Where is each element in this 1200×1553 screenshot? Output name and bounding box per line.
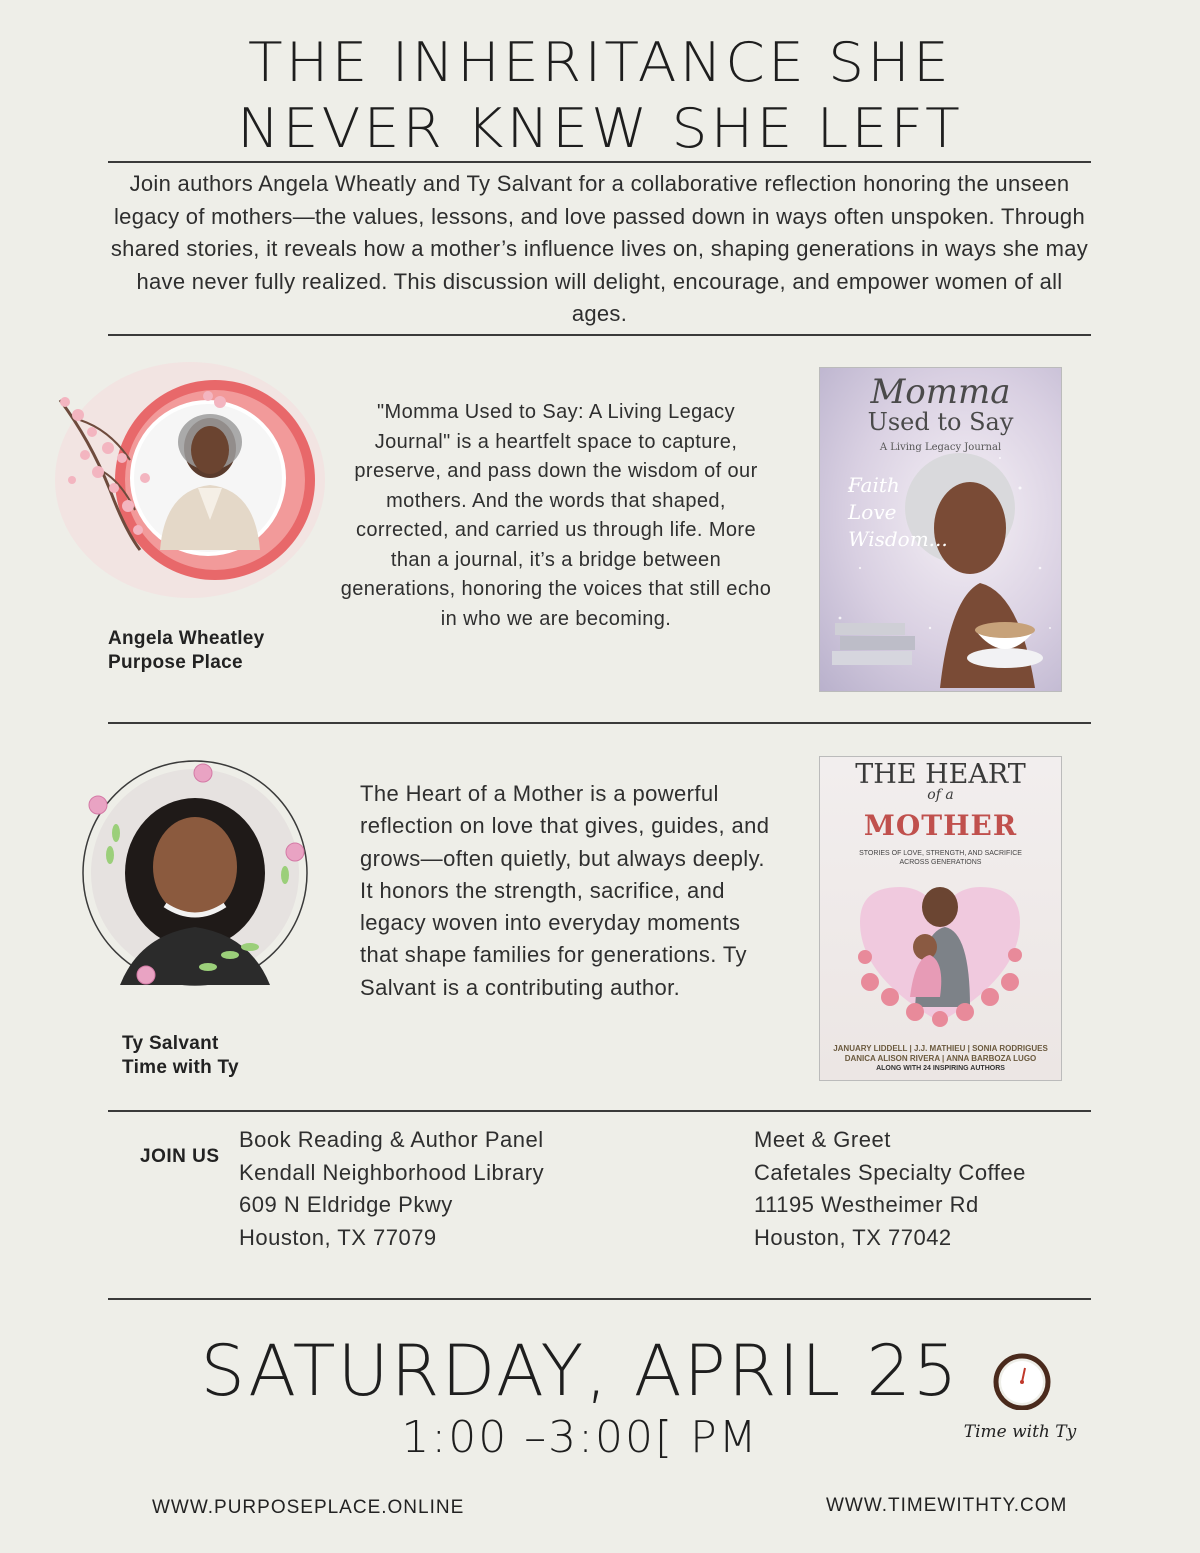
logo-text: Time with Ty (963, 1422, 1077, 1442)
book2-art (820, 757, 1061, 1080)
author2-photo-wreath (80, 755, 312, 995)
divider (108, 1298, 1091, 1300)
event-time: 1:00 –3:00[ PM (401, 1412, 759, 1463)
join-us-label: JOIN US (140, 1146, 220, 1167)
book2-authors-line1: JANUARY LIDDELL | J.J. MATHIEU | SONIA RODRIGUES (833, 1044, 1048, 1053)
venue1-street: 609 N Eldridge Pkwy (239, 1192, 453, 1217)
book2-authors-line2: DANICA ALISON RIVERA | ANNA BARBOZA LUGO (844, 1054, 1037, 1063)
venue1-city: Houston, TX 77079 (239, 1224, 437, 1250)
divider (108, 722, 1091, 724)
book2-authors-line3: ALONG WITH 24 INSPIRING AUTHORS (876, 1065, 1005, 1072)
venue2 (754, 1124, 1026, 1254)
book1-word-wisdom: Wisdom... (848, 527, 948, 551)
author2-name: Ty Salvant (122, 1033, 219, 1054)
event-title-line1: THE INHERITANCE SHE (247, 31, 953, 94)
divider (108, 334, 1091, 336)
event-title (0, 30, 1200, 162)
book1-title-line2: Used to Say (867, 408, 1014, 436)
author2-org: Time with Ty (122, 1057, 239, 1078)
intro-paragraph: Join authors Angela Wheatly and Ty Salvant for a collaborative reflection honoring the unseen legacy of mothers—the values, lessons, and love passed down in ways often unspoken. Through shared stories, it reveals how a mother’s influence lives on, shaping generations in ways she may have never fully realized. This discussion will delight, encourage, and empower women of all ages. (110, 171, 1089, 326)
book1-subtitle: A Living Legacy Journal (879, 442, 1002, 453)
time-with-ty-url[interactable]: WWW.TIMEWITHTY.COM (826, 1495, 1068, 1516)
author1-photo-wreath (50, 360, 330, 610)
book1-word-love: Love (848, 500, 897, 524)
venue2-event: Meet & Greet (754, 1127, 891, 1152)
venue1-event: Book Reading & Author Panel (239, 1127, 544, 1152)
clock-icon (955, 1350, 1085, 1410)
venue1-place: Kendall Neighborhood Library (239, 1159, 545, 1185)
venue2-place: Cafetales Specialty Coffee (754, 1159, 1026, 1185)
venue2-city: Houston, TX 77042 (754, 1224, 952, 1250)
divider (108, 1110, 1091, 1112)
book2-title-line1: THE HEART (855, 759, 1026, 790)
event-date: SATURDAY, APRIL 25 (200, 1330, 960, 1412)
purpose-place-url[interactable]: WWW.PURPOSEPLACE.ONLINE (152, 1497, 465, 1518)
venue1 (239, 1124, 544, 1254)
book2-title-line3: MOTHER (863, 809, 1018, 842)
book2-title-line2: of a (927, 787, 954, 803)
author2-caption (122, 1032, 239, 1080)
event-title-line2: NEVER KNEW SHE LEFT (237, 97, 963, 160)
author1-org: Purpose Place (108, 652, 243, 673)
divider (108, 161, 1091, 163)
book2-subtitle: STORIES OF LOVE, STRENGTH, AND SACRIFICE ACROSS GENERATIONS (859, 850, 1022, 866)
author1-blurb: "Momma Used to Say: A Living Legacy Journal" is a heartfelt space to capture, preserve, and pass down the wisdom of our mothers. And the words that shaped, corrected, and carried us through life. More than a journal, it’s a bridge between generations, honoring the voices that still echo in who we are becoming. (340, 401, 772, 630)
book2-cover (819, 756, 1062, 1081)
venue2-street: 11195 Westheimer Rd (754, 1192, 979, 1217)
book1-words (848, 472, 948, 553)
time-with-ty-logo (955, 1350, 1085, 1465)
book1-cover (819, 367, 1062, 692)
author2-blurb: The Heart of a Mother is a powerful reflection on love that gives, guides, and grows—often quietly, but always deeply. It honors the strength, sacrifice, and legacy woven into everyday moments that shape families for generations. Ty Salvant is a contributing author. (360, 781, 770, 1000)
book1-title-line1: Momma (870, 372, 1011, 412)
book1-word-faith: Faith (848, 473, 900, 497)
author1-caption (108, 627, 265, 675)
book2-authors (820, 1044, 1061, 1074)
author2-photo-frame (80, 755, 312, 995)
author1-photo-frame (50, 360, 330, 610)
author1-name: Angela Wheatley (108, 628, 265, 649)
